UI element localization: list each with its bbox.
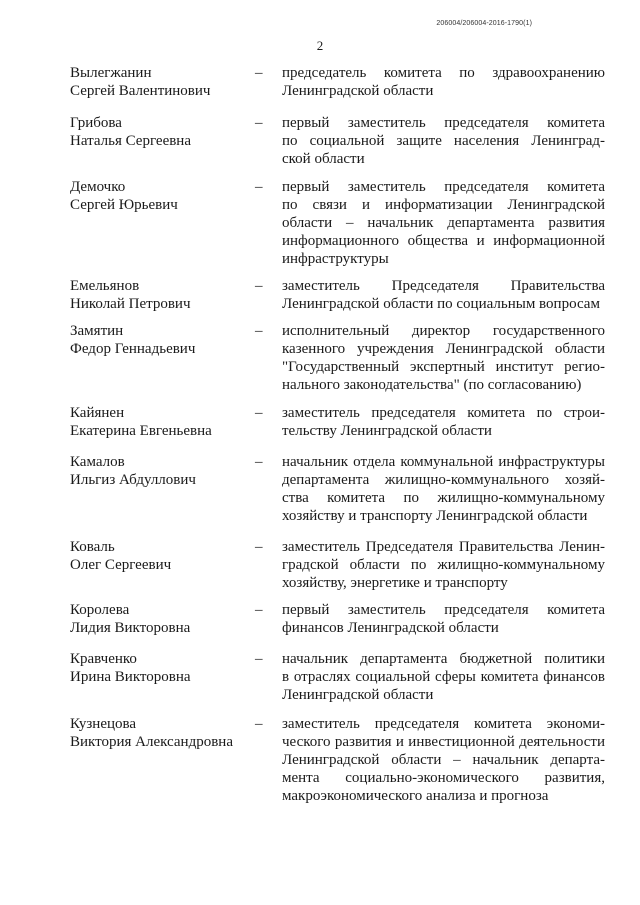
member-entry xyxy=(70,404,605,440)
member-surname: Емельянов xyxy=(70,278,140,294)
position-line: председатель комитета по здравоохранению xyxy=(282,65,605,81)
member-surname: Коваль xyxy=(70,539,115,555)
position-line: первый заместитель председателя комитета xyxy=(282,115,605,131)
entry-dash: – xyxy=(255,179,263,195)
member-given-names: Наталья Сергеевна xyxy=(70,133,191,149)
page-number: 2 xyxy=(316,38,324,53)
member-name xyxy=(70,277,255,313)
entry-dash: – xyxy=(255,65,263,81)
member-surname: Демочко xyxy=(70,179,126,195)
member-surname: Королева xyxy=(70,602,130,618)
position-line: тельству Ленинградской области xyxy=(282,423,492,439)
position-line: заместитель Председателя Правительства xyxy=(282,278,605,294)
member-position xyxy=(282,114,605,168)
position-line: начальник отдела коммунальной инфраструктуры xyxy=(282,454,605,470)
entry-dash: – xyxy=(255,323,263,339)
position-line: Ленинградской области xyxy=(282,83,434,99)
member-name xyxy=(70,64,255,100)
member-given-names: Виктория Александровна xyxy=(70,734,233,750)
position-line: ской области xyxy=(282,151,365,167)
position-line: инфраструктуры xyxy=(282,251,389,267)
position-line: "Государственный экспертный институт регио- xyxy=(282,359,605,375)
position-line: исполнительный директор государственного xyxy=(282,323,605,339)
position-line: нального законодательства" (по согласованию) xyxy=(282,377,582,393)
member-surname: Кравченко xyxy=(70,651,137,667)
entry-dash: – xyxy=(255,651,263,667)
position-line: первый заместитель председателя комитета xyxy=(282,602,605,618)
member-surname: Кайянен xyxy=(70,405,125,421)
member-given-names: Олег Сергеевич xyxy=(70,557,172,573)
entry-dash: – xyxy=(255,115,263,131)
position-line: заместитель председателя комитета по строи- xyxy=(282,405,605,421)
position-line: казенного учреждения Ленинградской области xyxy=(282,341,605,357)
member-name xyxy=(70,404,255,440)
position-line: Ленинградской области – начальник департа- xyxy=(282,752,605,768)
member-given-names: Ирина Викторовна xyxy=(70,669,191,685)
member-surname: Замятин xyxy=(70,323,124,339)
position-line: по социальной защите населения Ленинград- xyxy=(282,133,605,149)
member-position xyxy=(282,538,605,592)
member-name xyxy=(70,178,255,268)
position-line: по связи и информатизации Ленинградской xyxy=(282,197,605,213)
member-name xyxy=(70,650,255,704)
entry-dash: – xyxy=(255,602,263,618)
member-entry xyxy=(70,178,605,268)
member-surname: Вылегжанин xyxy=(70,65,152,81)
member-name xyxy=(70,601,255,637)
member-entry xyxy=(70,322,605,394)
position-line: макроэкономического анализа и прогноза xyxy=(282,788,549,804)
position-line: ства комитета по жилищно-коммунальному xyxy=(282,490,605,506)
entry-dash: – xyxy=(255,278,263,294)
position-line: мента социально-экономического развития, xyxy=(282,770,605,786)
document-code: 206004/206004-2016-1790(1) xyxy=(436,20,532,27)
position-line: финансов Ленинградской области xyxy=(282,620,499,636)
member-surname: Кузнецова xyxy=(70,716,137,732)
member-entry xyxy=(70,114,605,168)
member-position xyxy=(282,178,605,268)
position-line: Ленинградской области xyxy=(282,687,434,703)
member-position xyxy=(282,650,605,704)
position-line: первый заместитель председателя комитета xyxy=(282,179,605,195)
member-surname: Грибова xyxy=(70,115,122,131)
member-entry xyxy=(70,715,605,805)
position-line: заместитель Председателя Правительства Ленин- xyxy=(282,539,605,555)
member-position xyxy=(282,404,605,440)
position-line: департамента жилищно-коммунального хозяй- xyxy=(282,472,605,488)
member-entry xyxy=(70,538,605,592)
member-given-names: Федор Геннадьевич xyxy=(70,341,196,357)
member-entry xyxy=(70,453,605,525)
member-entry xyxy=(70,601,605,637)
entry-dash: – xyxy=(255,405,263,421)
member-given-names: Екатерина Евгеньевна xyxy=(70,423,212,439)
position-line: хозяйству и транспорту Ленинградской области xyxy=(282,508,588,524)
position-line: области – начальник департамента развития xyxy=(282,215,605,231)
position-line: заместитель председателя комитета экономи- xyxy=(282,716,605,732)
member-name xyxy=(70,453,255,525)
position-line: информационного общества и информационной xyxy=(282,233,605,249)
member-position xyxy=(282,453,605,525)
position-line: в отраслях социальной сферы комитета финансов xyxy=(282,669,605,685)
position-line: градской области по жилищно-коммунальному xyxy=(282,557,605,573)
member-given-names: Сергей Валентинович xyxy=(70,83,211,99)
member-position xyxy=(282,64,605,100)
member-name xyxy=(70,715,255,805)
member-name xyxy=(70,114,255,168)
member-entry xyxy=(70,650,605,704)
member-position xyxy=(282,715,605,805)
entry-dash: – xyxy=(255,454,263,470)
position-line: ческого развития и инвестиционной деятельности xyxy=(282,734,605,750)
position-line: начальник департамента бюджетной политики xyxy=(282,651,605,667)
member-given-names: Сергей Юрьевич xyxy=(70,197,178,213)
member-position xyxy=(282,601,605,637)
member-given-names: Лидия Викторовна xyxy=(70,620,191,636)
member-position xyxy=(282,277,605,313)
member-entry xyxy=(70,277,605,313)
member-name xyxy=(70,538,255,592)
member-entry xyxy=(70,64,605,100)
entry-dash: – xyxy=(255,716,263,732)
position-line: хозяйству, энергетике и транспорту xyxy=(282,575,508,591)
entry-dash: – xyxy=(255,539,263,555)
position-line: Ленинградской области по социальным вопросам xyxy=(282,296,600,312)
member-position xyxy=(282,322,605,394)
member-given-names: Николай Петрович xyxy=(70,296,191,312)
member-name xyxy=(70,322,255,394)
member-given-names: Ильгиз Абдуллович xyxy=(70,472,196,488)
member-surname: Камалов xyxy=(70,454,125,470)
